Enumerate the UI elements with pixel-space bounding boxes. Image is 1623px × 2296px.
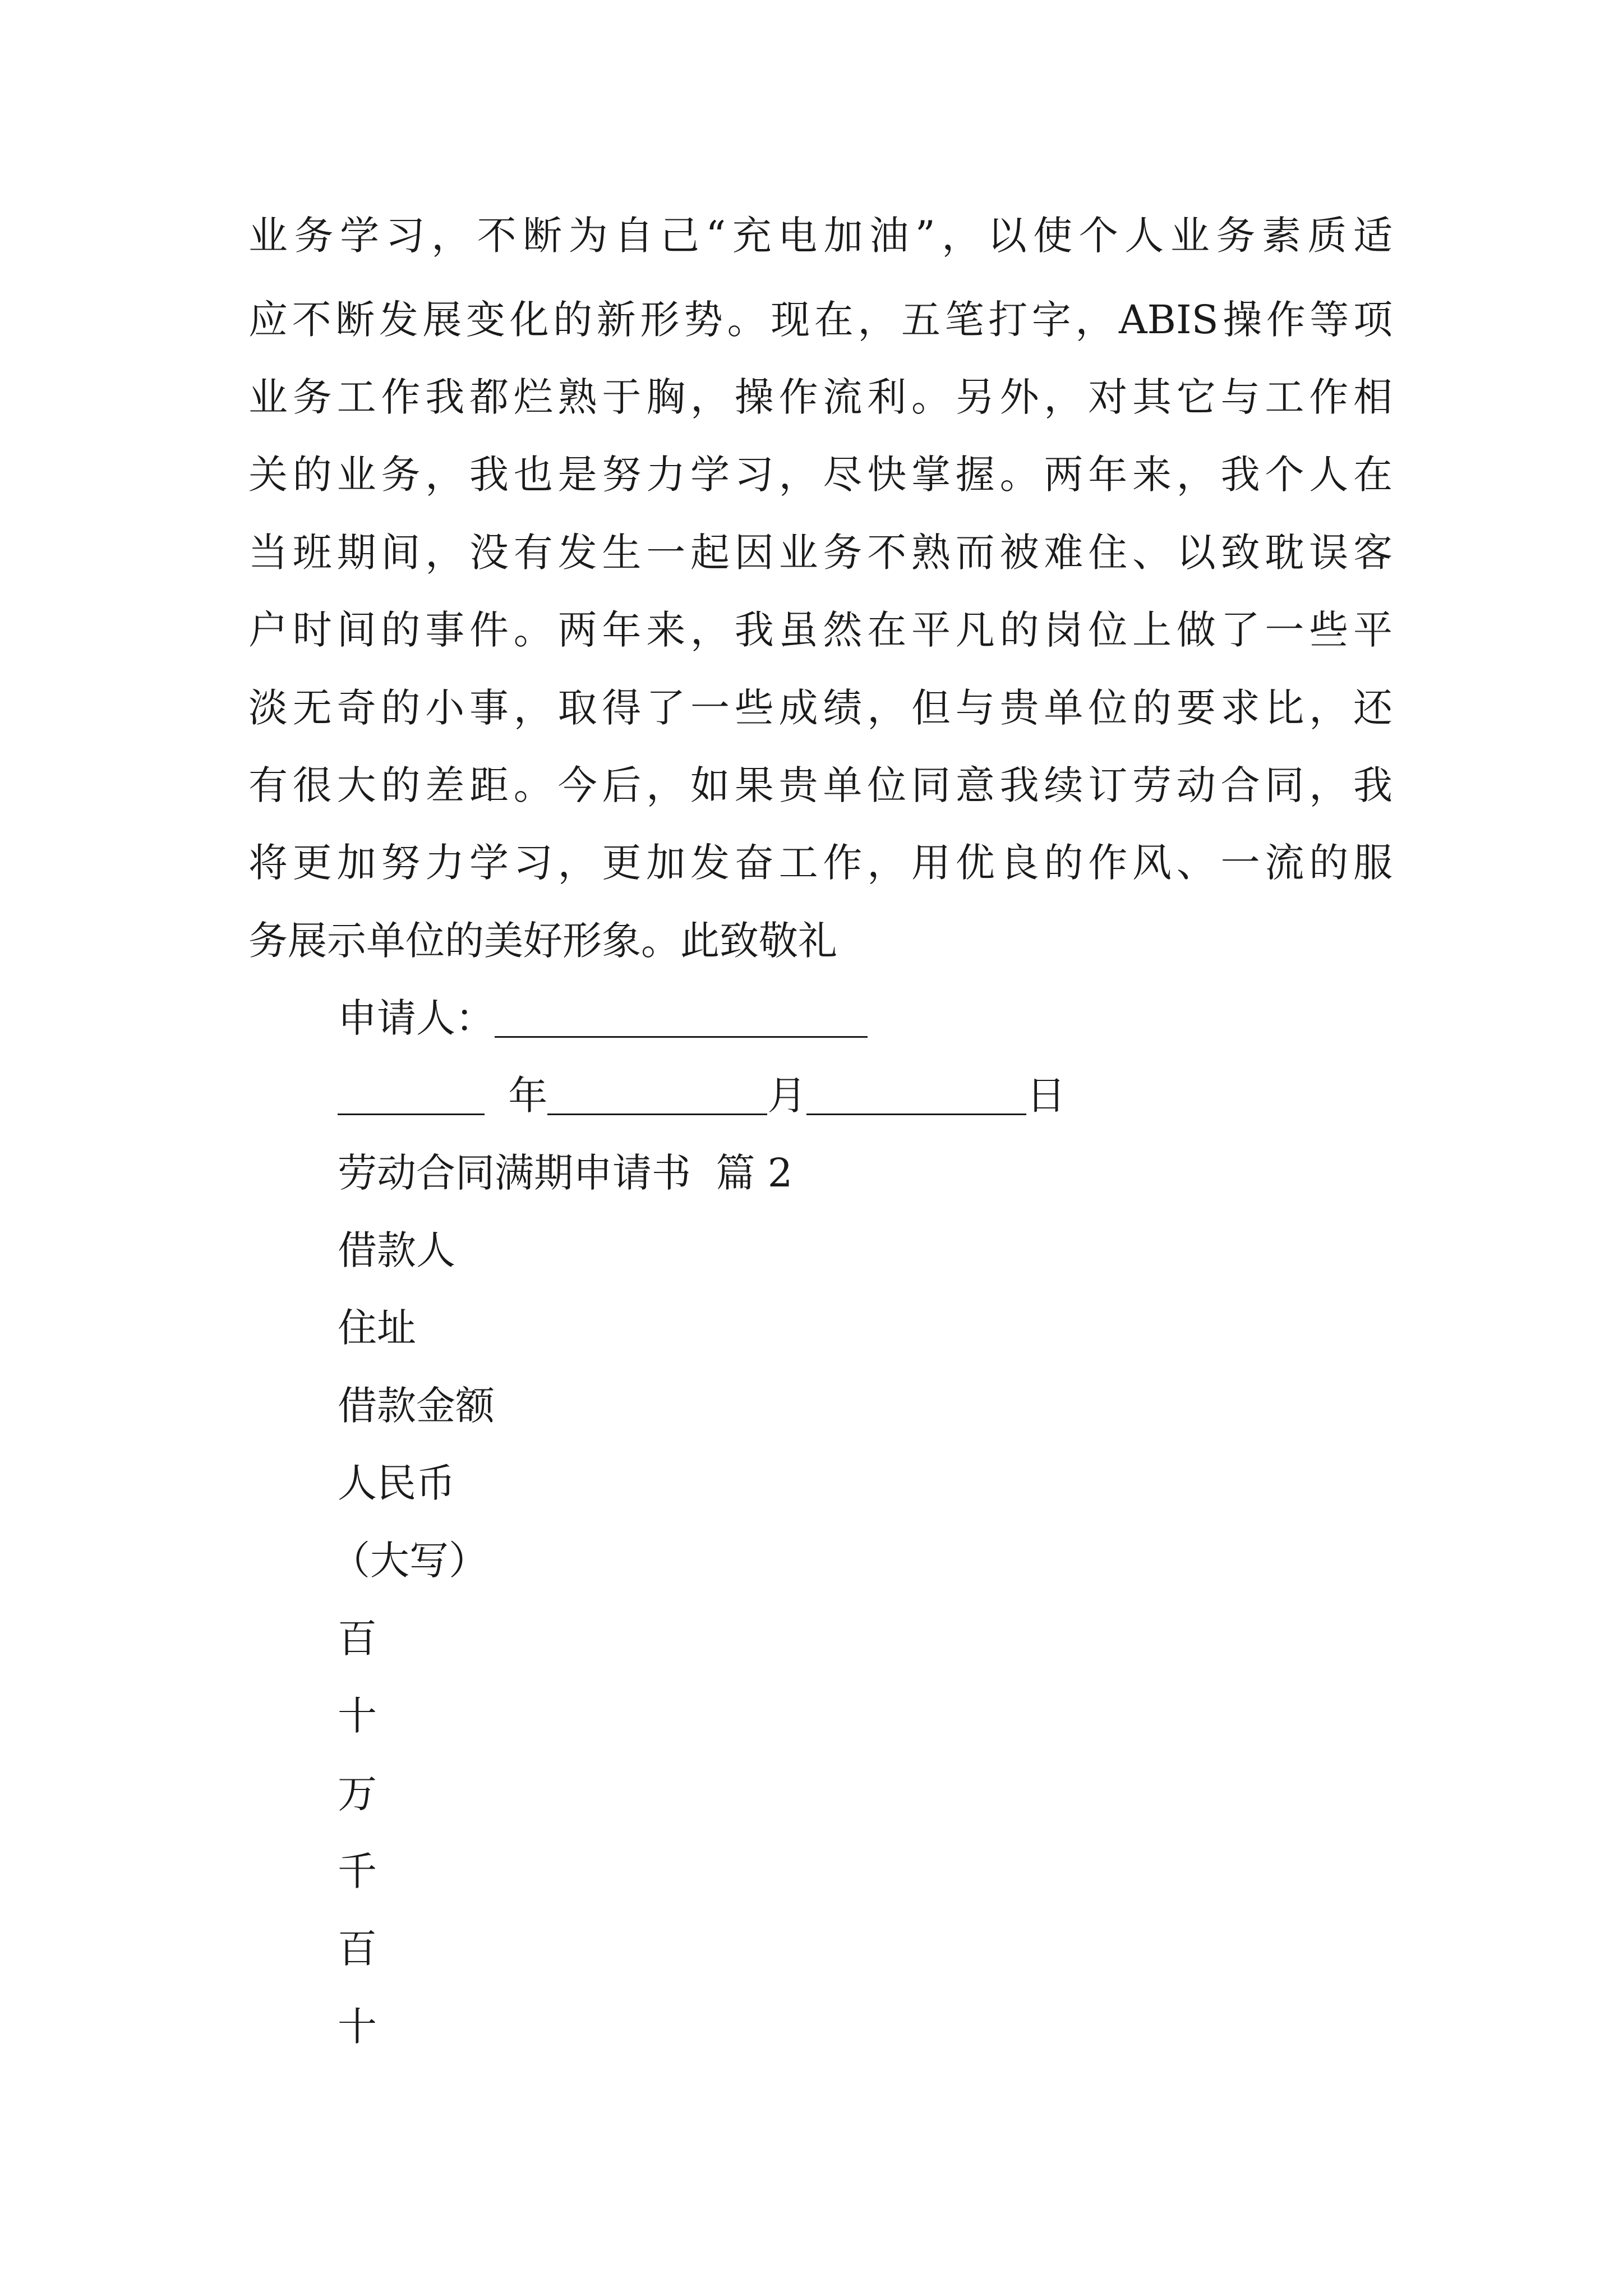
list-item: 百: [338, 1926, 377, 1972]
list-item: 人民币: [338, 1460, 455, 1506]
paragraph-line: 务展示单位的美好形象。此致敬礼: [248, 918, 837, 964]
list-item: 十: [338, 1693, 377, 1739]
list-item: 百: [338, 1616, 377, 1662]
day-blank[interactable]: [806, 1079, 1026, 1115]
list-item: 住址: [338, 1305, 416, 1351]
applicant-line: [338, 995, 868, 1041]
paragraph-line: 业务学习，不断为自己“充电加油”，以使个人业务素质适: [248, 213, 1393, 259]
list-item: （大写）: [331, 1538, 488, 1584]
section-title: 劳动合同满期申请书 篇 2: [338, 1150, 793, 1196]
paragraph-line: 淡无奇的小事，取得了一些成绩，但与贵单位的要求比，还: [248, 685, 1393, 731]
applicant-label: 申请人：: [338, 995, 495, 1041]
applicant-name-blank[interactable]: [495, 1001, 868, 1038]
paragraph-line: 有很大的差距。今后，如果贵单位同意我续订劳动合同，我: [248, 762, 1393, 808]
list-item: 十: [338, 2004, 377, 2050]
list-item: 借款金额: [338, 1383, 495, 1429]
month-label: 月: [767, 1073, 807, 1119]
paragraph-line: 应不断发展变化的新形势。现在，五笔打字，ABIS操作等项: [248, 297, 1393, 343]
list-item: 千: [338, 1848, 377, 1894]
paragraph-line: 业务工作我都烂熟于胸，操作流利。另外，对其它与工作相: [248, 374, 1393, 420]
year-blank[interactable]: [338, 1079, 485, 1115]
list-item: 借款人: [338, 1227, 455, 1273]
paragraph-line: 户时间的事件。两年来，我虽然在平凡的岗位上做了一些平: [248, 607, 1393, 653]
year-label: 年: [508, 1073, 548, 1119]
paragraph-line: 关的业务，我也是努力学习，尽快掌握。两年来，我个人在: [248, 452, 1393, 498]
month-blank[interactable]: [547, 1079, 767, 1115]
date-line: [338, 1073, 1066, 1119]
day-label: 日: [1026, 1073, 1066, 1119]
paragraph-line: 当班期间，没有发生一起因业务不熟而被难住、以致耽误客: [248, 530, 1393, 576]
list-item: 万: [338, 1771, 377, 1817]
paragraph-line: 将更加努力学习，更加发奋工作，用优良的作风、一流的服: [248, 840, 1393, 886]
